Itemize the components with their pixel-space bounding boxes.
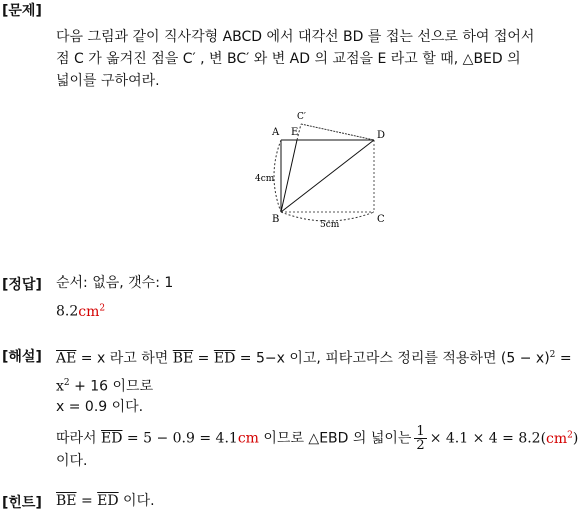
problem-line-2: 점 C 가 옮겨진 점을 C′ , 변 BC′ 와 변 AD 의 교점을 E 라고 할 때, △BED 의 bbox=[56, 51, 521, 67]
answer-number: 8.2 bbox=[56, 303, 79, 320]
hint-line bbox=[56, 490, 155, 512]
solution-text-4a: 따라서 bbox=[56, 430, 102, 447]
answer-value bbox=[56, 297, 105, 323]
solution-square: 2 bbox=[549, 350, 556, 360]
solution-text-4d: × 4.1 × 4 = 8.2( bbox=[429, 430, 547, 447]
solution-text-4e: ) bbox=[572, 430, 579, 447]
hint-label: [힌트] bbox=[2, 495, 42, 511]
segment-cpd bbox=[301, 124, 374, 140]
solution-line-3: x = 0.9 이다. bbox=[56, 399, 144, 415]
problem-line-1: 다음 그림과 같이 직사각형 ABCD 에서 대각선 BD 를 접는 선으로 하여 접어서 bbox=[56, 29, 535, 45]
solution-eq-2: = bbox=[193, 350, 214, 367]
solution-unit-cm2-text: cm bbox=[546, 430, 568, 447]
solution-unit-cm2 bbox=[546, 431, 573, 447]
label-d: D bbox=[377, 130, 386, 141]
label-e: E bbox=[291, 127, 299, 138]
answer-unit-text: cm bbox=[78, 303, 100, 320]
segment-ae: $\overline{AE}$ bbox=[56, 350, 77, 367]
label-4cm: 4cm bbox=[255, 174, 275, 184]
solution-x: x bbox=[56, 378, 64, 395]
solution-line-2 bbox=[56, 372, 153, 398]
fraction-denominator: 2 bbox=[416, 438, 425, 454]
solution-text-1: = x 라고 하면 bbox=[76, 350, 173, 367]
solution-text-3: = 5−x 이고, 피타고라스 정리를 적용하면 (5 − x) bbox=[235, 350, 550, 367]
solution-unit-cm: cm bbox=[237, 430, 259, 447]
answer-meta: 순서: 없음, 갯수: 1 bbox=[56, 275, 174, 291]
solution-eq-4: = bbox=[555, 350, 572, 367]
fraction-one-half bbox=[414, 425, 426, 452]
problem-line-3: 넓이를 구하여라. bbox=[56, 73, 160, 89]
label-cprime: C′ bbox=[297, 112, 306, 122]
answer-unit bbox=[78, 304, 105, 320]
label-a: A bbox=[272, 127, 280, 138]
fraction-numerator: 1 bbox=[416, 424, 425, 440]
solution-unit-cm2-exp: 2 bbox=[567, 430, 573, 440]
solution-line-5: 이다. bbox=[56, 453, 88, 469]
label-b: B bbox=[272, 214, 280, 225]
hint-eq: = bbox=[76, 493, 98, 509]
dimension-arc-ab bbox=[274, 140, 281, 212]
solution-line-1 bbox=[56, 344, 572, 370]
answer-unit-exp: 2 bbox=[99, 303, 106, 313]
segment-ed-2: $\overline{ED}$ bbox=[101, 430, 123, 447]
segment-ed: $\overline{ED}$ bbox=[213, 350, 236, 367]
hint-segment-be: $\overline{BE}$ bbox=[56, 493, 77, 509]
label-c: C bbox=[377, 214, 385, 225]
solution-line-4 bbox=[56, 424, 578, 452]
answer-label: [정답] bbox=[2, 277, 42, 293]
hint-segment-ed: $\overline{ED}$ bbox=[97, 493, 119, 509]
segment-be: $\overline{BE}$ bbox=[172, 350, 194, 367]
solution-x-exp: 2 bbox=[63, 378, 70, 388]
solution-text-4c: 이므로 △EBD 의 넓이는 bbox=[258, 430, 412, 447]
rectangle-fold-figure bbox=[250, 108, 400, 230]
solution-text-4b: = 5 − 0.9 = 4.1 bbox=[122, 430, 238, 447]
problem-label: [문제] bbox=[2, 3, 42, 19]
hint-tail: 이다. bbox=[118, 493, 155, 509]
label-5cm: 5cm bbox=[320, 220, 340, 230]
solution-text-line2: + 16 이므로 bbox=[69, 378, 154, 395]
solution-label: [해설] bbox=[2, 349, 42, 365]
